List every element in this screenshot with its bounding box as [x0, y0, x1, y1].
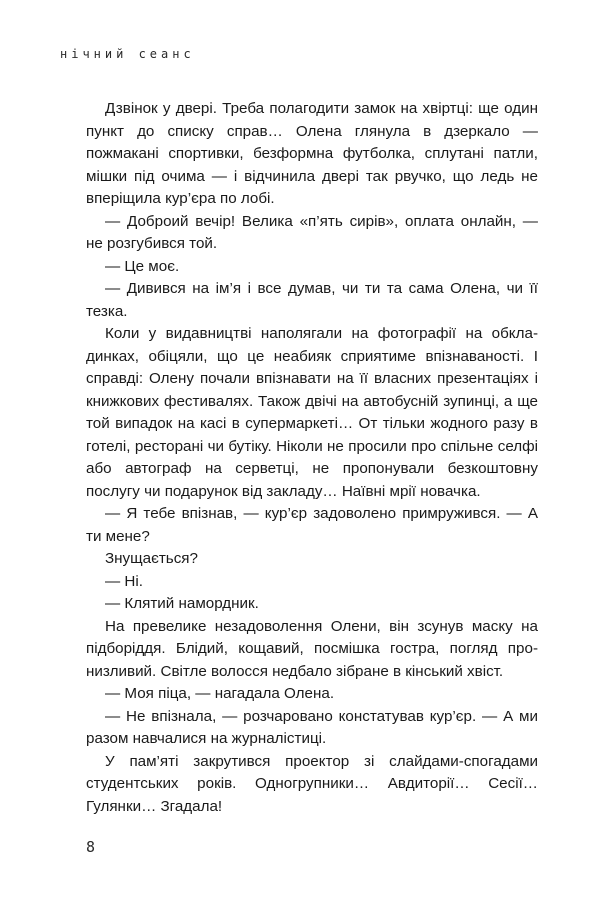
main-text	[86, 98, 538, 818]
paragraph: — Це моє.	[105, 257, 180, 275]
paragraph: — Дивився на ім’я і все думав, чи ти та сама Олена, чи її тезка.	[86, 280, 538, 320]
paragraph: — Клятий намордник.	[105, 595, 259, 612]
paragraph: Дзвінок у двері. Треба полагодити замок на хвіртці: ще один пункт до списку справ… Олена глянула в дзеркало — пожмакані спортивки, безформна футболка, сплутані патли, мішки під очима — і відчинила двері так рвучко, що ледь не вперіщила кур’єра по лобі.	[86, 100, 538, 207]
paragraph: Знущається?	[105, 550, 198, 567]
paragraph: У пам’яті закрутився проектор зі слайдами-спогадами студентських років. Одногрупники… Авдиторії… Сесії… Гулянки… Згадала!	[86, 752, 538, 815]
paragraph: — Я тебе впізнав, — кур’єр задоволено примружився. — А ти мене?	[86, 505, 538, 545]
paragraph: — Не впізнала, — розчаровано констатував кур’єр. — А ми разом навчалися на журналістиці.	[86, 707, 538, 747]
paragraph: — Ні.	[105, 572, 143, 590]
paragraph: На превелике незадоволення Олени, він зсунув маску на підборіддя. Блідий, кощавий, посмішка гостра, погляд пронизливий. Світле волосся недбало зібране в кінський хвіст.	[86, 617, 538, 680]
paragraph: — Доброий вечір! Велика «п’ять сирів», оплата онлайн, — не розгубився той.	[86, 212, 538, 252]
paragraph: Коли у видавництві наполягали на фотографії на обкладинках, обіцяли, що це неабияк сприятиме впізнаваності. І справді: Олену почали впізнавати на її власних презентаціях і книжкових фестивалях. Також двічі на автобусній зупинці, а ще той випадок на касі в супермаркеті… От тільки жодного разу в готелі, ресторані чи бутіку. Ніколи не просили про спільне селфі або автограф на серветці, не пропонували безкоштовну послугу чи подарунок від закладу… Наївні мрії новачка.	[86, 325, 538, 500]
running-head: нічний сеанс	[60, 47, 195, 61]
page-number: 8	[86, 838, 96, 856]
paragraph: — Моя піца, — нагадала Олена.	[105, 685, 335, 702]
